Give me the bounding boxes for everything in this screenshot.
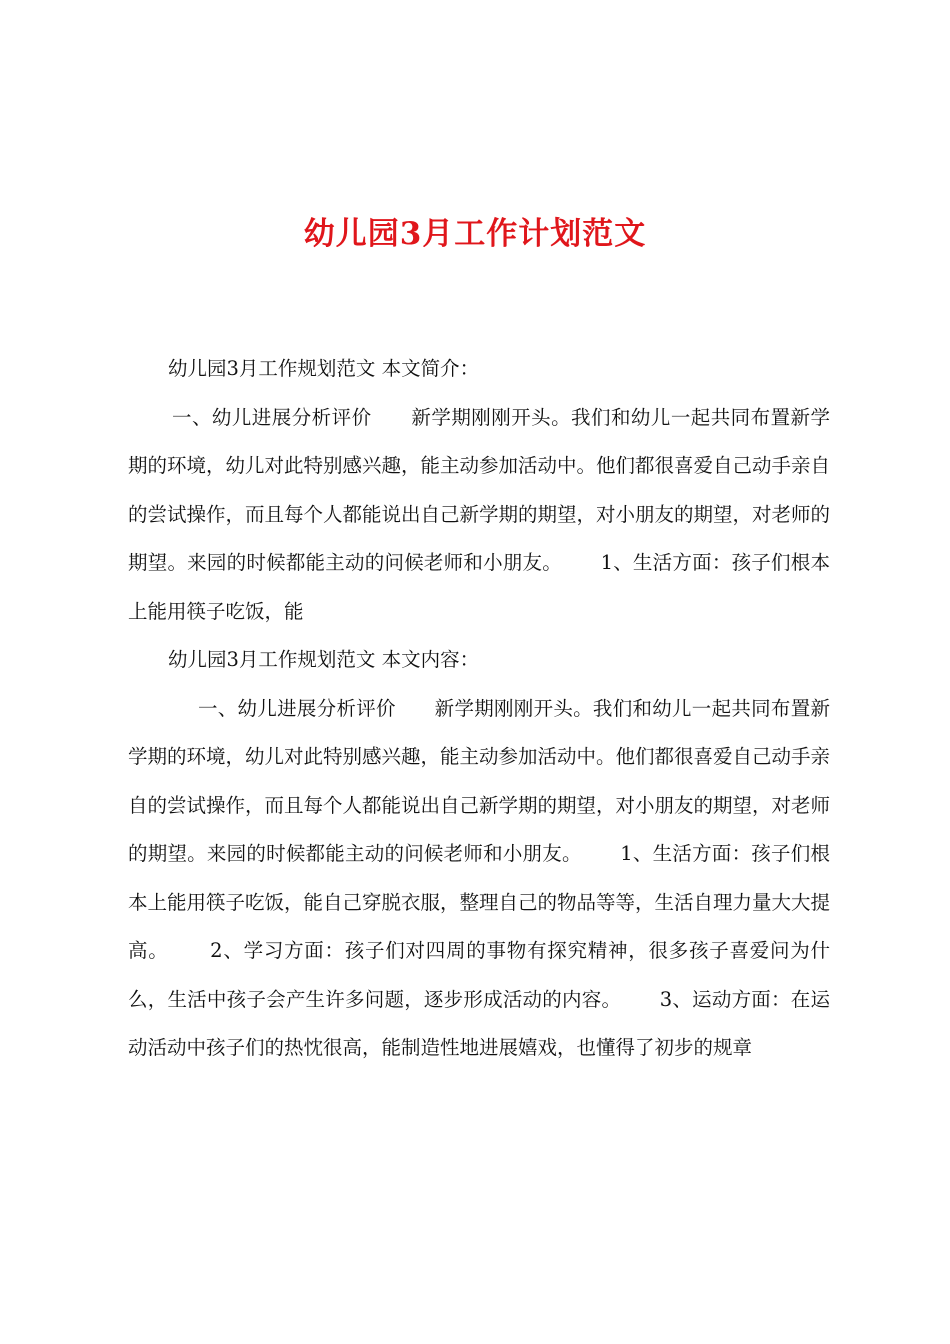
document-body: [128, 345, 830, 1073]
content-heading: 幼儿园3月工作规划范文 本文内容：: [168, 648, 480, 671]
document-title: 幼儿园3月工作计划范文: [303, 216, 647, 252]
content-paragraph: 一、幼儿进展分析评价 新学期刚刚开头。我们和幼儿一起共同布置新学期的环境，幼儿对此特别感兴趣，能主动参加活动中。他们都很喜爱自己动手亲自的尝试操作，而且每个人都能说出自己新学期的期望，对小朋友的期望，对老师的期望。来园的时候都能主动的问候老师和小朋友。 1、生活方面：孩子们根本上能用筷子吃饭，能自己穿脱衣服，整理自己的物品等等，生活自理力量大大提高。 2、学习方面：孩子们对四周的事物有探究精神，很多孩子喜爱问为什么，生活中孩子会产生许多问题，逐步形成活动的内容。 3、运动方面：在运动活动中孩子们的热忱很高，能制造性地进展嬉戏，也懂得了初步的规章: [128, 696, 831, 1059]
summary-heading: 幼儿园3月工作规划范文 本文简介：: [168, 357, 480, 380]
summary-paragraph: 一、幼儿进展分析评价 新学期刚刚开头。我们和幼儿一起共同布置新学期的环境，幼儿对此特别感兴趣，能主动参加活动中。他们都很喜爱自己动手亲自的尝试操作，而且每个人都能说出自己新学期的期望，对小朋友的期望，对老师的期望。来园的时候都能主动的问候老师和小朋友。 1、生活方面：孩子们根本上能用筷子吃饭，能: [128, 405, 831, 623]
